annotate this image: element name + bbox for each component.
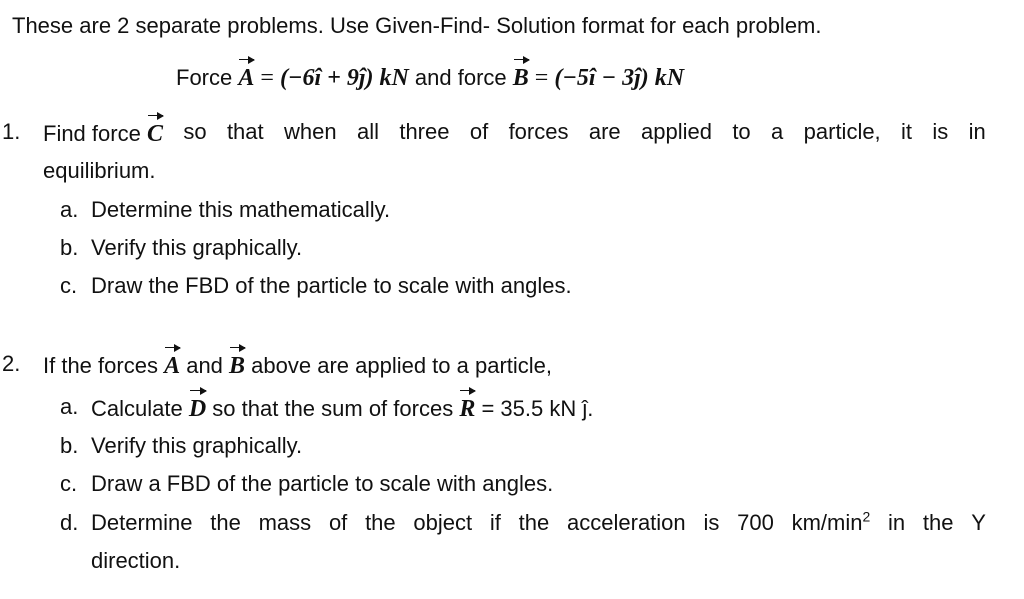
p2d-word: Y <box>971 510 986 535</box>
p1-word: all <box>356 119 379 144</box>
p1-word: three <box>399 119 450 144</box>
problem-2-item-c-text: Draw a FBD of the particle to scale with angles. <box>91 471 554 496</box>
given-forces <box>176 62 684 92</box>
problem-2-item-d-text <box>91 509 986 537</box>
problem-1-item-a-text: Determine this mathematically. <box>91 197 391 222</box>
p2d-word: the <box>210 510 241 535</box>
p1-word: of <box>469 119 489 144</box>
problem-2-item-c-letter: c. <box>60 471 78 496</box>
problem-2-item-d-letter: d. <box>60 510 79 535</box>
problem-2-item-b-text: Verify this graphically. <box>91 433 303 458</box>
p2d-word: in <box>888 510 906 535</box>
p1-word: particle, <box>803 119 881 144</box>
p2d-word: if <box>489 510 501 535</box>
force-label: Force <box>176 65 233 90</box>
problem-1-number: 1. <box>2 119 21 144</box>
problem-2-number: 2. <box>2 351 21 376</box>
problem-1-statement-line2: equilibrium. <box>43 158 156 183</box>
p1-word: forces <box>508 119 569 144</box>
p2d-word: of <box>328 510 348 535</box>
unit-exponent: 2 <box>862 508 871 525</box>
equals-sign: = <box>254 65 280 91</box>
p2d-word: the <box>365 510 396 535</box>
problem-1-item-b-letter: b. <box>60 235 79 260</box>
problem-1-find-force: Find force C <box>43 118 163 148</box>
p2d-word: the <box>922 510 954 535</box>
vector-d-symbol: D <box>189 393 206 423</box>
problem-1-item-b-text: Verify this graphically. <box>91 235 303 260</box>
p1-word: is <box>932 119 949 144</box>
p2d-word: acceleration <box>567 510 686 535</box>
p2d-word: 700 <box>737 510 774 535</box>
problem-1-statement <box>43 118 986 148</box>
p1-word: that <box>226 119 264 144</box>
vector-b-symbol: B <box>513 62 529 92</box>
problem-2-statement: If the forces A and B above are applied to a particle, <box>43 350 552 380</box>
problem-1-item-a-letter: a. <box>60 197 79 222</box>
vector-c-symbol: C <box>147 118 163 148</box>
p2d-word: is <box>703 510 720 535</box>
problem-2-item-d-line2: direction. <box>91 548 181 573</box>
vector-r-symbol: R <box>459 393 475 423</box>
vector-a-value: (−6î + 9ĵ) kN <box>279 65 409 91</box>
p1-word: when <box>284 119 337 144</box>
p1-word: it <box>901 119 913 144</box>
p1-word: to <box>732 119 751 144</box>
p1-word: a <box>771 119 784 144</box>
problem-1-item-c-text: Draw the FBD of the particle to scale with angles. <box>91 273 572 298</box>
p2d-word: the <box>518 510 550 535</box>
equals-sign-b: = <box>528 65 555 91</box>
problem-1-item-c-letter: c. <box>60 273 78 298</box>
acceleration-unit: $km/\min^2$ <box>791 508 871 535</box>
vector-a-symbol: A <box>238 62 254 92</box>
p2d-word: object <box>413 510 473 535</box>
problem-2-item-b-letter: b. <box>60 433 79 458</box>
vector-b-symbol-2: B <box>229 350 245 380</box>
vector-b-value: (−5î − 3ĵ) kN <box>554 65 685 91</box>
p1-word: in <box>968 119 986 144</box>
p1-word: applied <box>641 119 712 144</box>
and-force-text: and force <box>408 65 513 90</box>
p2d-word: Determine <box>91 510 193 535</box>
vector-a-symbol-2: A <box>164 350 180 380</box>
instructions-text: These are 2 separate problems. Use Given-Find- Solution format for each problem. <box>12 13 822 38</box>
p1-word: are <box>588 119 621 144</box>
problem-2-item-a-text: Calculate D so that the sum of forces R = 35.5 kN ĵ. <box>91 393 593 423</box>
p2d-word: mass <box>258 510 312 535</box>
p1-word: so <box>183 119 207 144</box>
problem-2-item-a-letter: a. <box>60 394 79 419</box>
